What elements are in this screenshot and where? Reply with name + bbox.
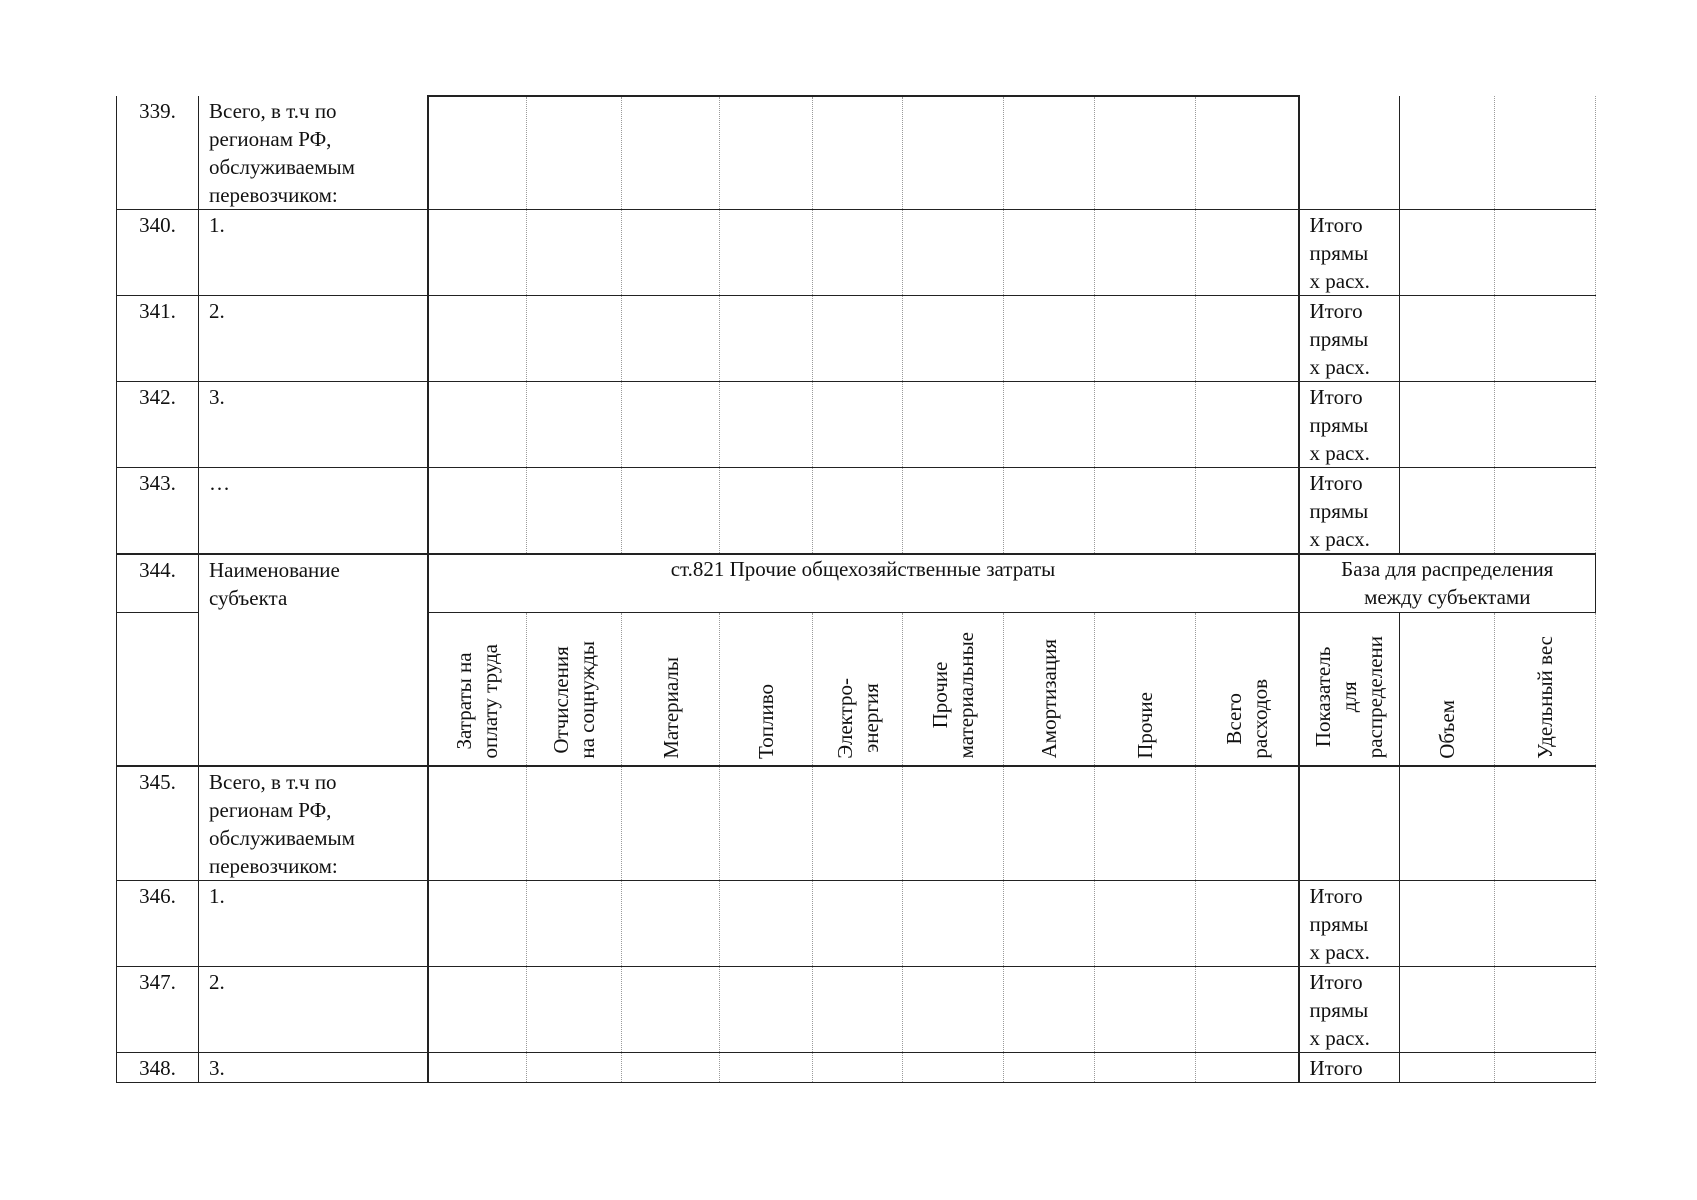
row-number-empty — [117, 612, 199, 766]
base-column-header — [1299, 612, 1400, 766]
cost-value-cell[interactable] — [1196, 468, 1299, 555]
cost-column-header — [1196, 612, 1299, 766]
cost-value-cell[interactable] — [813, 966, 903, 1052]
header-rows — [117, 554, 1596, 766]
row-number: 339. — [117, 96, 199, 210]
column-header-text: Показатель для распределени — [1311, 636, 1388, 759]
share-cell[interactable] — [1495, 468, 1596, 555]
subject-name-cell: 1. — [199, 210, 428, 296]
cost-value-cell[interactable] — [720, 766, 813, 881]
cost-value-cell[interactable] — [527, 1052, 622, 1082]
cost-value-cell[interactable] — [813, 96, 903, 210]
cost-value-cell[interactable] — [1004, 1052, 1095, 1082]
table-row — [117, 96, 1596, 210]
share-cell[interactable] — [1495, 1052, 1596, 1082]
cost-value-cell[interactable] — [1095, 210, 1196, 296]
distribution-indicator-cell: Итого прямы х расх. — [1299, 468, 1400, 555]
column-header-text: Топливо — [754, 683, 778, 759]
cost-value-cell[interactable] — [428, 880, 527, 966]
cost-value-cell[interactable] — [903, 468, 1004, 555]
cost-value-cell[interactable] — [622, 766, 720, 881]
cost-value-cell[interactable] — [720, 296, 813, 382]
share-cell[interactable] — [1495, 966, 1596, 1052]
row-number: 348. — [117, 1052, 199, 1082]
cost-value-cell[interactable] — [1004, 880, 1095, 966]
table-row — [117, 296, 1596, 382]
share-cell[interactable] — [1495, 880, 1596, 966]
subject-name-cell: 3. — [199, 382, 428, 468]
cost-value-cell[interactable] — [720, 880, 813, 966]
cost-value-cell[interactable] — [1095, 382, 1196, 468]
subject-name-cell: 1. — [199, 880, 428, 966]
share-cell[interactable] — [1495, 382, 1596, 468]
cost-value-cell[interactable] — [813, 296, 903, 382]
cost-value-cell[interactable] — [903, 210, 1004, 296]
top-rows — [117, 96, 1596, 554]
subject-name-cell: 2. — [199, 966, 428, 1052]
cost-value-cell[interactable] — [720, 382, 813, 468]
cost-value-cell[interactable] — [1196, 880, 1299, 966]
cost-value-cell[interactable] — [813, 210, 903, 296]
column-header-text: Прочие материальные — [928, 632, 978, 759]
cost-value-cell[interactable] — [720, 1052, 813, 1082]
cost-value-cell[interactable] — [527, 296, 622, 382]
cost-value-cell[interactable] — [527, 96, 622, 210]
cost-value-cell[interactable] — [1004, 382, 1095, 468]
cost-value-cell[interactable] — [622, 468, 720, 555]
distribution-indicator-cell: Итого — [1299, 1052, 1400, 1082]
cost-value-cell[interactable] — [1196, 966, 1299, 1052]
volume-cell[interactable] — [1400, 96, 1495, 210]
cost-value-cell[interactable] — [428, 966, 527, 1052]
cost-value-cell[interactable] — [1004, 966, 1095, 1052]
distribution-indicator-cell: Итого прямы х расх. — [1299, 880, 1400, 966]
subject-name-cell: … — [199, 468, 428, 555]
cost-value-cell[interactable] — [622, 96, 720, 210]
subject-name-cell: 2. — [199, 296, 428, 382]
column-header-text: Объем — [1435, 699, 1459, 759]
cost-value-cell[interactable] — [622, 210, 720, 296]
cost-value-cell[interactable] — [622, 1052, 720, 1082]
distribution-indicator-cell — [1299, 96, 1400, 210]
cost-value-cell[interactable] — [1004, 210, 1095, 296]
cost-value-cell[interactable] — [527, 382, 622, 468]
cost-value-cell[interactable] — [1095, 766, 1196, 881]
subject-name-cell: 3. — [199, 1052, 428, 1082]
table-row — [117, 1052, 1596, 1082]
cost-value-cell[interactable] — [622, 966, 720, 1052]
table-row — [117, 880, 1596, 966]
share-cell[interactable] — [1495, 210, 1596, 296]
cost-value-cell[interactable] — [622, 880, 720, 966]
cost-value-cell[interactable] — [527, 210, 622, 296]
cost-value-cell[interactable] — [1196, 210, 1299, 296]
volume-cell[interactable] — [1400, 766, 1495, 881]
table-row — [117, 966, 1596, 1052]
cost-value-cell[interactable] — [903, 766, 1004, 881]
volume-cell[interactable] — [1400, 966, 1495, 1052]
cost-value-cell[interactable] — [428, 468, 527, 555]
cost-value-cell[interactable] — [1004, 96, 1095, 210]
volume-cell[interactable] — [1400, 468, 1495, 555]
cost-column-header — [1095, 612, 1196, 766]
cost-value-cell[interactable] — [813, 766, 903, 881]
row-number: 342. — [117, 382, 199, 468]
cost-value-cell[interactable] — [813, 382, 903, 468]
cost-value-cell[interactable] — [428, 96, 527, 210]
cost-value-cell[interactable] — [903, 966, 1004, 1052]
cost-column-header — [813, 612, 903, 766]
column-header-text: Удельный вес — [1533, 635, 1557, 759]
cost-value-cell[interactable] — [813, 468, 903, 555]
cost-value-cell[interactable] — [720, 210, 813, 296]
volume-cell[interactable] — [1400, 382, 1495, 468]
base-column-header — [1400, 612, 1495, 766]
distribution-indicator-cell: Итого прямы х расх. — [1299, 966, 1400, 1052]
cost-value-cell[interactable] — [622, 296, 720, 382]
column-header-text: Отчисления на соцнужды — [549, 640, 599, 759]
column-header-text: Затраты на оплату труда — [452, 644, 503, 759]
cost-value-cell[interactable] — [1196, 1052, 1299, 1082]
cost-value-cell[interactable] — [428, 210, 527, 296]
cost-value-cell[interactable] — [720, 96, 813, 210]
subject-name-header: Наименование субъекта — [199, 554, 428, 766]
volume-cell[interactable] — [1400, 210, 1495, 296]
column-header-text: Электро- энергия — [832, 677, 883, 759]
column-header-text: Амортизация — [1037, 639, 1061, 759]
cost-value-cell[interactable] — [1004, 766, 1095, 881]
cost-value-cell[interactable] — [428, 1052, 527, 1082]
cost-value-cell[interactable] — [1095, 880, 1196, 966]
row-number: 344. — [117, 554, 199, 612]
bottom-rows — [117, 766, 1596, 1083]
cost-value-cell[interactable] — [1095, 1052, 1196, 1082]
form-page — [116, 95, 1596, 1083]
cost-value-cell[interactable] — [527, 766, 622, 881]
share-cell[interactable] — [1495, 766, 1596, 881]
volume-cell[interactable] — [1400, 1052, 1495, 1082]
table-row — [117, 382, 1596, 468]
cost-distribution-table — [116, 95, 1596, 1083]
distribution-indicator-cell — [1299, 766, 1400, 881]
row-number: 341. — [117, 296, 199, 382]
table-row — [117, 210, 1596, 296]
cost-value-cell[interactable] — [527, 880, 622, 966]
subject-name-cell: Всего, в т.ч по регионам РФ, обслуживаемым перевозчиком: — [199, 766, 428, 881]
header-row-group — [117, 554, 1596, 612]
cost-value-cell[interactable] — [1095, 468, 1196, 555]
volume-cell[interactable] — [1400, 880, 1495, 966]
cost-value-cell[interactable] — [1095, 966, 1196, 1052]
cost-value-cell[interactable] — [428, 766, 527, 881]
cost-column-header — [527, 612, 622, 766]
distribution-indicator-cell: Итого прямы х расх. — [1299, 210, 1400, 296]
distribution-base-title: База для распределения между субъектами — [1299, 554, 1596, 612]
column-header-text: Прочие — [1133, 691, 1157, 759]
cost-value-cell[interactable] — [428, 382, 527, 468]
cost-value-cell[interactable] — [1095, 296, 1196, 382]
cost-value-cell[interactable] — [903, 880, 1004, 966]
cost-column-header — [903, 612, 1004, 766]
cost-value-cell[interactable] — [1196, 766, 1299, 881]
subject-name-cell: Всего, в т.ч по регионам РФ, обслуживаемым перевозчиком: — [199, 96, 428, 210]
column-header-text: Всего расходов — [1221, 678, 1272, 759]
cost-value-cell[interactable] — [720, 966, 813, 1052]
cost-value-cell[interactable] — [1095, 96, 1196, 210]
cost-value-cell[interactable] — [1004, 468, 1095, 555]
table-row — [117, 766, 1596, 881]
distribution-indicator-cell: Итого прямы х расх. — [1299, 382, 1400, 468]
row-number: 345. — [117, 766, 199, 881]
cost-column-header — [622, 612, 720, 766]
cost-value-cell[interactable] — [813, 1052, 903, 1082]
cost-value-cell[interactable] — [1196, 296, 1299, 382]
row-number: 340. — [117, 210, 199, 296]
table-row — [117, 468, 1596, 555]
cost-value-cell[interactable] — [813, 880, 903, 966]
distribution-indicator-cell: Итого прямы х расх. — [1299, 296, 1400, 382]
row-number: 346. — [117, 880, 199, 966]
cost-column-header — [1004, 612, 1095, 766]
cost-value-cell[interactable] — [903, 96, 1004, 210]
cost-group-title: ст.821 Прочие общехозяйственные затраты — [428, 554, 1299, 612]
volume-cell[interactable] — [1400, 296, 1495, 382]
cost-value-cell[interactable] — [903, 296, 1004, 382]
row-number: 343. — [117, 468, 199, 555]
cost-column-header — [428, 612, 527, 766]
cost-value-cell[interactable] — [903, 382, 1004, 468]
cost-value-cell[interactable] — [1196, 382, 1299, 468]
cost-value-cell[interactable] — [527, 966, 622, 1052]
column-header-text: Материалы — [658, 656, 683, 759]
cost-value-cell[interactable] — [720, 468, 813, 555]
row-number: 347. — [117, 966, 199, 1052]
cost-value-cell[interactable] — [1004, 296, 1095, 382]
share-cell[interactable] — [1495, 96, 1596, 210]
cost-value-cell[interactable] — [1196, 96, 1299, 210]
cost-value-cell[interactable] — [903, 1052, 1004, 1082]
base-column-header — [1495, 612, 1596, 766]
cost-value-cell[interactable] — [428, 296, 527, 382]
cost-column-header — [720, 612, 813, 766]
share-cell[interactable] — [1495, 296, 1596, 382]
cost-value-cell[interactable] — [622, 382, 720, 468]
cost-value-cell[interactable] — [527, 468, 622, 555]
